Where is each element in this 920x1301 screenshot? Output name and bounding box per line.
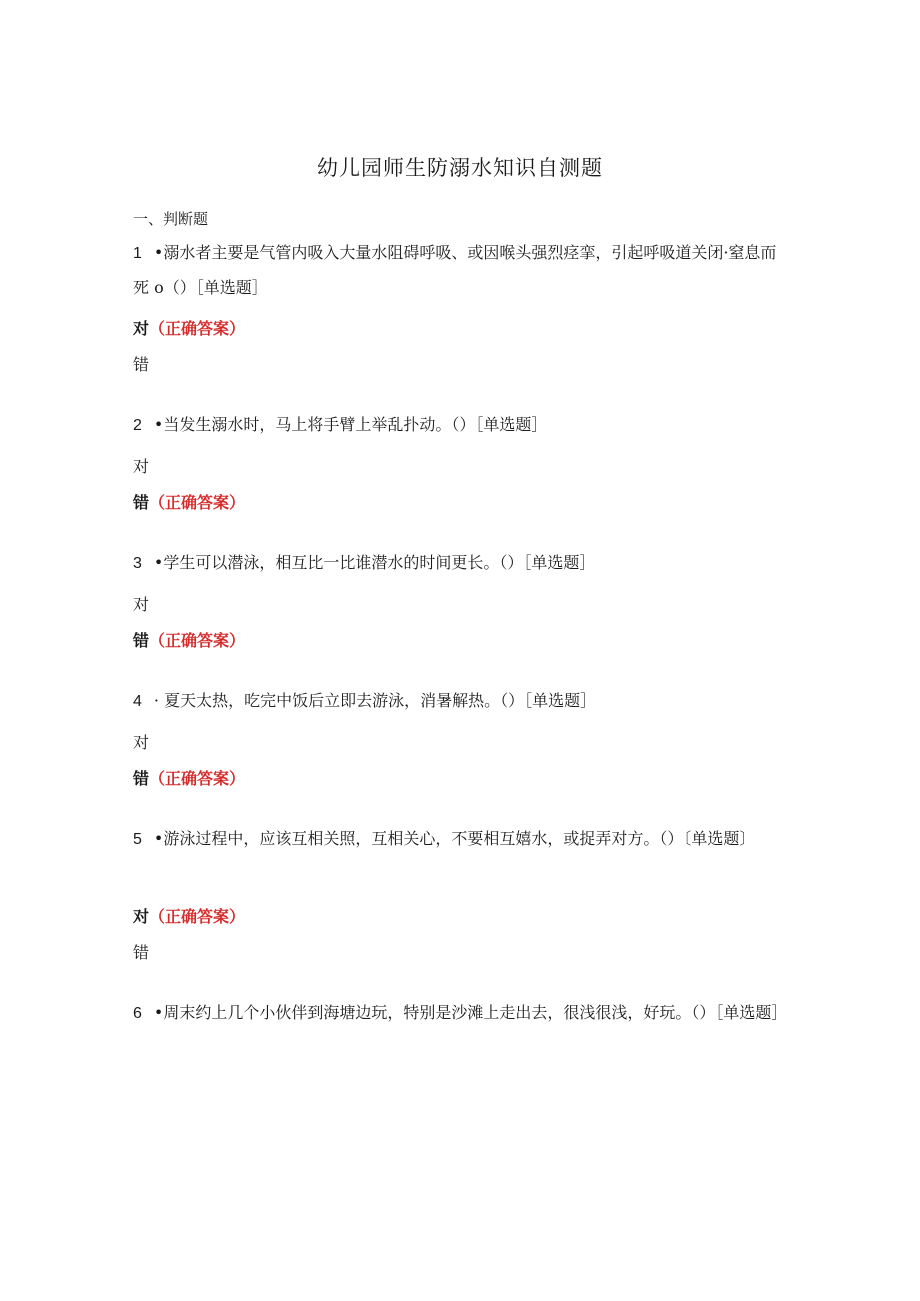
correct-answer-mark: （正确答案）: [149, 907, 246, 926]
option-label: 错: [133, 493, 150, 512]
question-number: 4: [133, 693, 142, 710]
question-5: [133, 822, 783, 857]
question-6: [133, 996, 788, 1031]
question-number: 1: [133, 245, 142, 262]
question-4-option-1: [133, 732, 149, 754]
question-text: •溺水者主要是气管内吸入大量水阻碍呼吸、或因喉头强烈痉挛，引起呼吸道关闭·窒息而死 o（）［单选题］: [133, 243, 777, 297]
question-2-option-1: [133, 456, 149, 478]
option-label: 错: [133, 631, 150, 650]
option-label: 对: [133, 733, 150, 752]
question-2: [133, 408, 783, 443]
question-text: · 夏天太热，吃完中饭后立即去游泳，消暑解热。（）［单选题］: [153, 691, 597, 710]
question-number: 6: [133, 1005, 142, 1022]
correct-answer-mark: （正确答案）: [149, 319, 246, 338]
question-1-option-2: [133, 354, 149, 376]
question-5-option-2: [133, 942, 149, 964]
question-number: 2: [133, 417, 142, 434]
question-number: 5: [133, 831, 142, 848]
question-number: 3: [133, 555, 142, 572]
option-label: 错: [133, 355, 150, 374]
section-heading: 一、判断题: [133, 210, 209, 228]
option-label: 对: [133, 595, 150, 614]
question-2-option-2: [133, 492, 245, 514]
question-3-option-2: [133, 630, 245, 652]
question-text: •学生可以潜泳，相互比一比谁潜水的时间更长。（）［单选题］: [153, 553, 596, 572]
question-5-option-1: [133, 906, 245, 928]
page-title: 幼儿园师生防溺水知识自测题: [317, 156, 603, 180]
question-1: [133, 236, 783, 305]
correct-answer-mark: （正确答案）: [149, 631, 246, 650]
question-1-option-1: [133, 318, 245, 340]
question-text: •周末约上几个小伙伴到海塘边玩，特别是沙滩上走出去，很浅很浅，好玩。（）［单选题］: [153, 1003, 788, 1022]
option-label: 对: [133, 907, 150, 926]
question-3-option-1: [133, 594, 149, 616]
question-4-option-2: [133, 768, 245, 790]
question-3: [133, 546, 783, 581]
question-text: •当发生溺水时，马上将手臂上举乱扑动。（）［单选题］: [153, 415, 548, 434]
option-label: 错: [133, 943, 150, 962]
option-label: 错: [133, 769, 150, 788]
question-text: •游泳过程中，应该互相关照，互相关心，不要相互嬉水，或捉弄对方。（）〔单选题〕: [153, 829, 756, 848]
option-label: 对: [133, 319, 150, 338]
question-4: [133, 684, 783, 719]
option-label: 对: [133, 457, 150, 476]
correct-answer-mark: （正确答案）: [149, 769, 246, 788]
correct-answer-mark: （正确答案）: [149, 493, 246, 512]
